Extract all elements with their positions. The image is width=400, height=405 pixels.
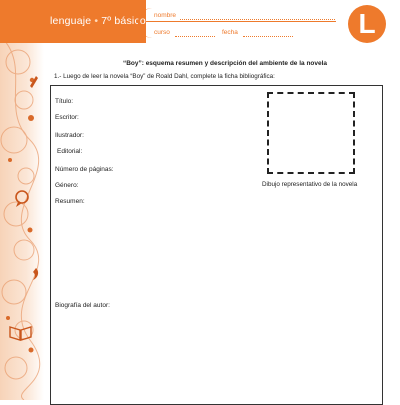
nombre-label: nombre <box>154 12 177 19</box>
header-divider <box>146 21 336 22</box>
genero-label: Género: <box>55 182 79 189</box>
titulo-label: Título: <box>55 98 74 105</box>
biografia-label: Biografía del autor: <box>55 302 110 309</box>
paginas-label: Número de páginas: <box>55 166 114 173</box>
curso-field[interactable] <box>175 36 215 37</box>
subject-badge: L <box>348 5 386 43</box>
resumen-label: Resumen: <box>55 198 85 205</box>
nombre-field[interactable] <box>180 19 335 20</box>
header-subject <box>50 15 146 27</box>
header-separator: • <box>94 15 99 27</box>
instruction-text: 1.- Luego de leer la novela “Boy” de Roald Dahl, complete la ficha bibliográfica: <box>54 73 275 80</box>
open-book-icon <box>10 327 31 340</box>
ilustrador-label: Ilustrador: <box>55 132 84 139</box>
fecha-field[interactable] <box>243 36 293 37</box>
curso-label: curso <box>154 29 170 36</box>
escritor-label: Escritor: <box>55 114 79 121</box>
editorial-label: Editorial: <box>57 148 83 155</box>
drawing-frame[interactable] <box>267 92 355 174</box>
subject-label: lenguaje <box>50 15 92 27</box>
fecha-label: fecha <box>222 29 238 36</box>
grade-label: 7º básico <box>101 15 146 27</box>
document-title: “Boy”: esquema resumen y descripción del ambiente de la novela <box>122 60 328 67</box>
decorative-left-border <box>0 0 44 400</box>
drawing-caption: Dibujo representativo de la novela <box>262 181 358 188</box>
